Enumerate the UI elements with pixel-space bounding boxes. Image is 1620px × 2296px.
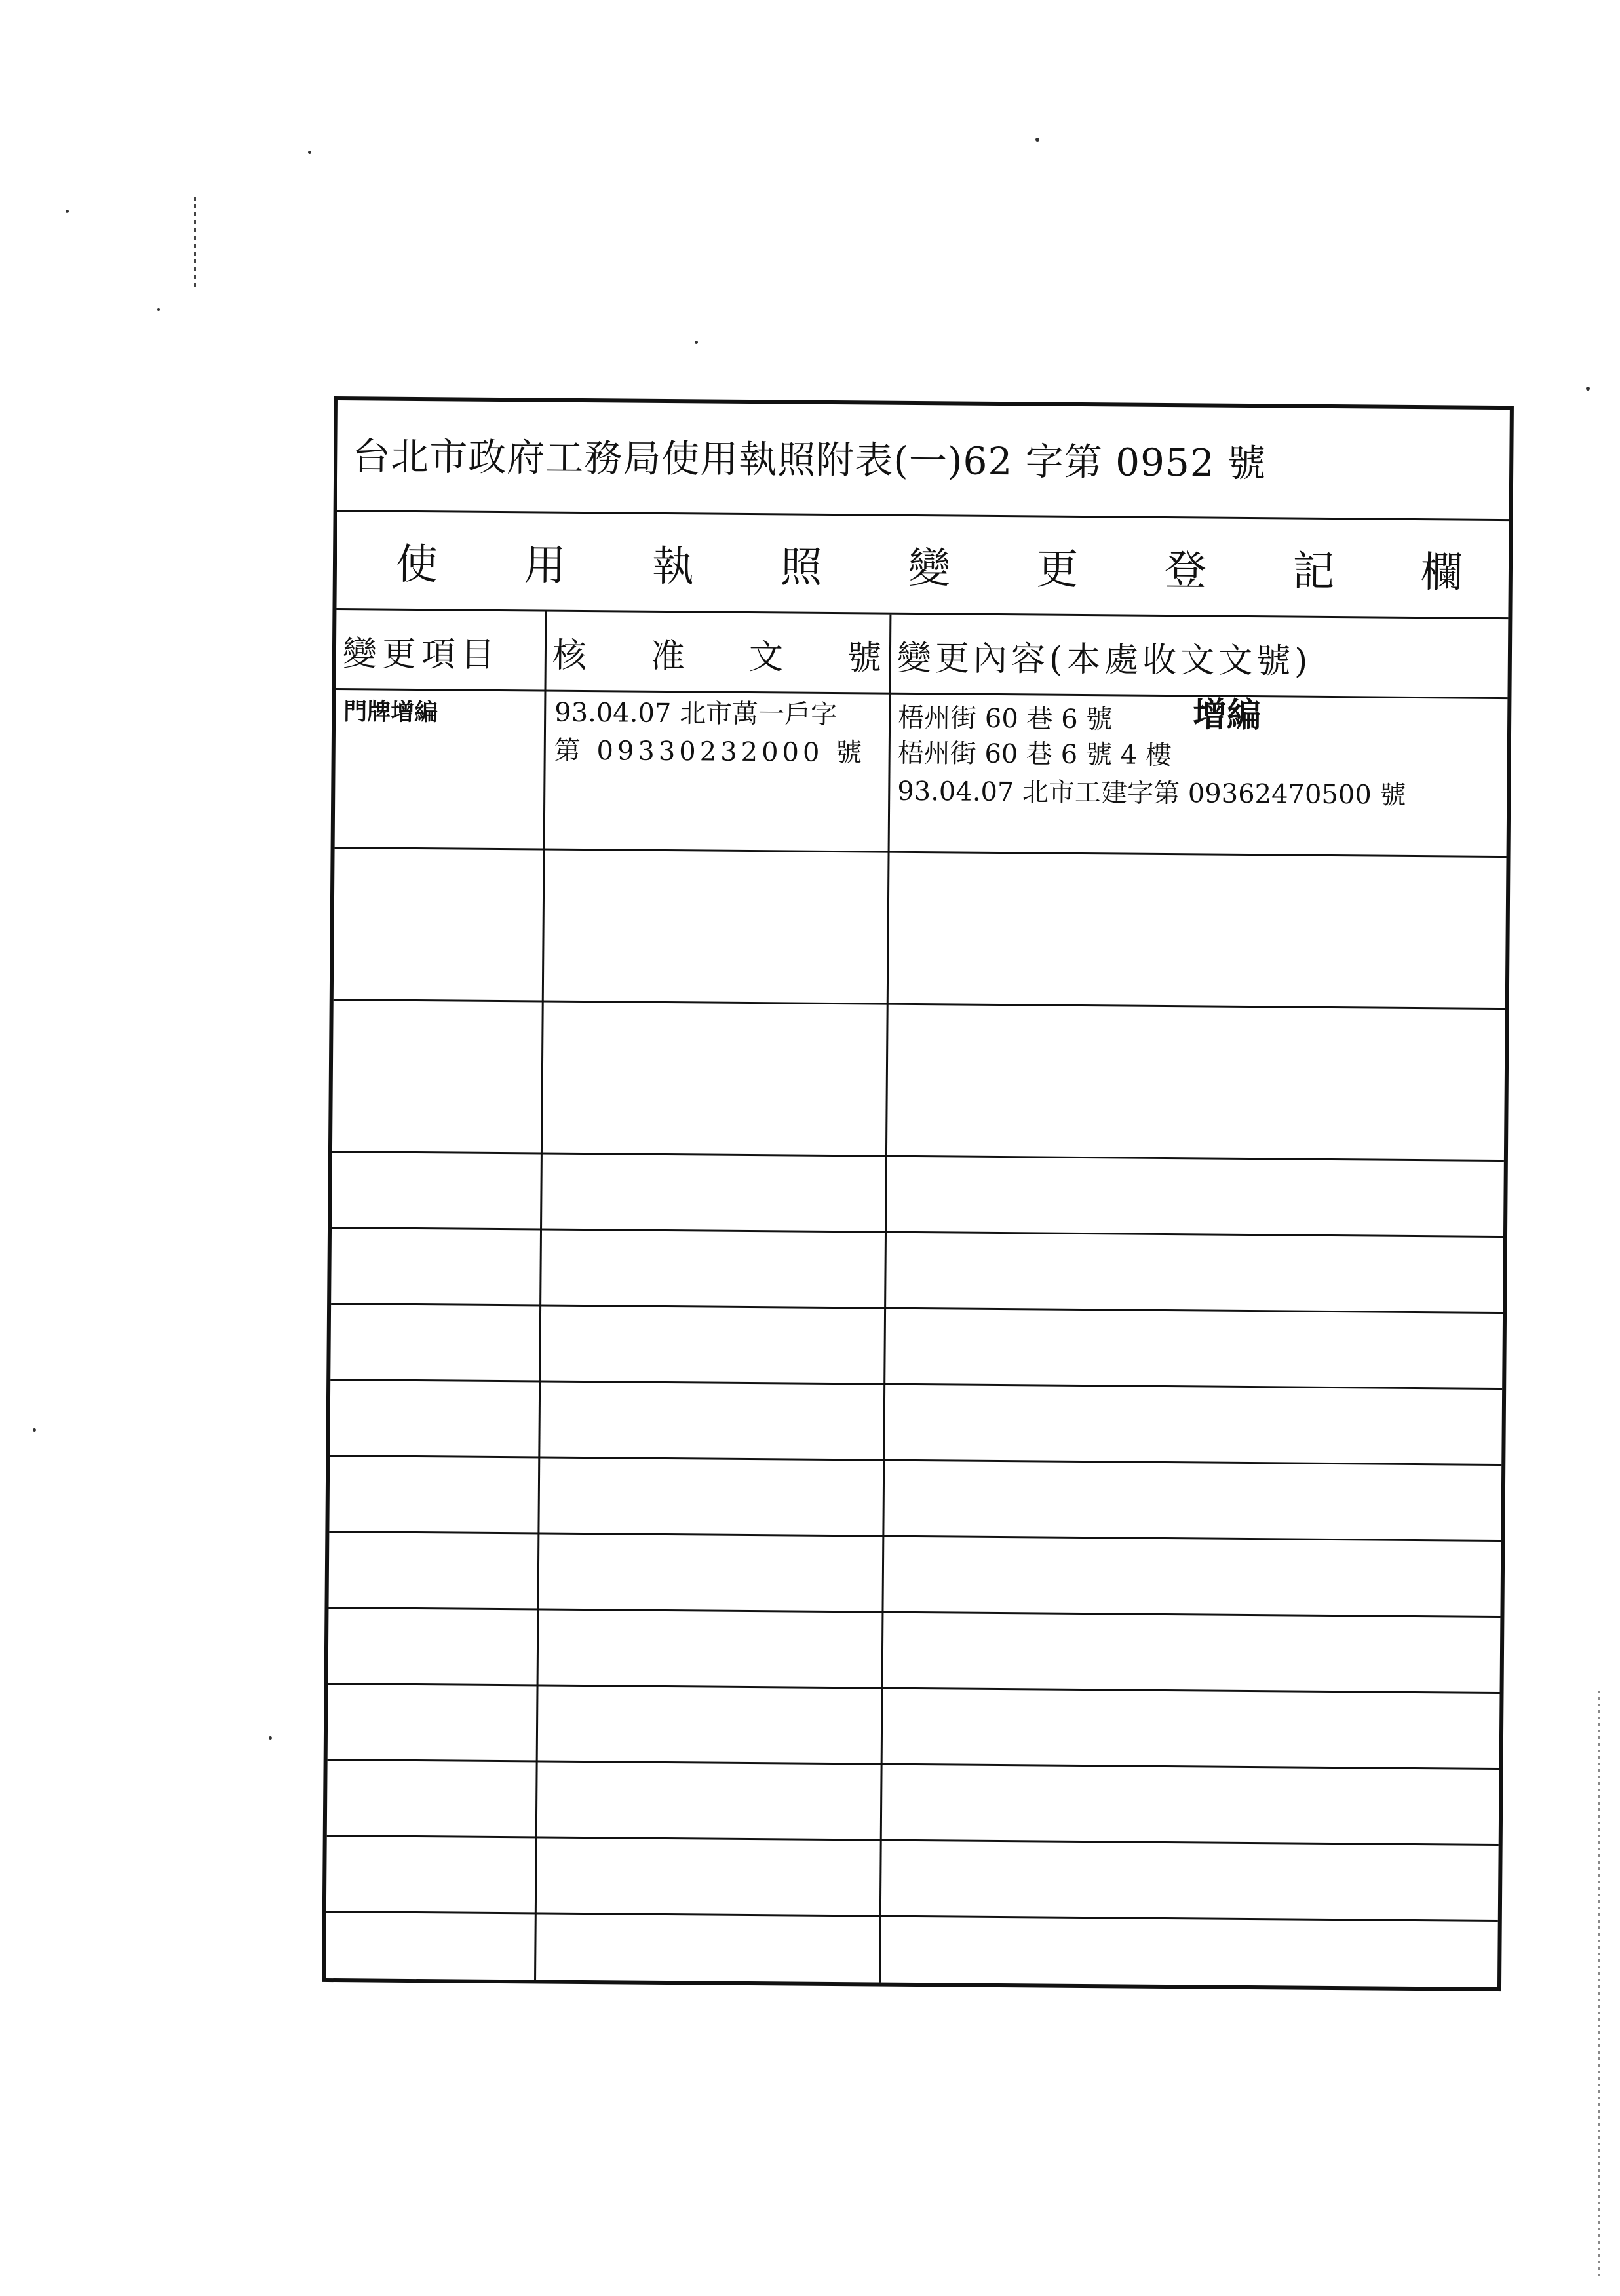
table-row-empty xyxy=(330,1305,1503,1390)
table-row-empty xyxy=(332,1001,1505,1162)
usage-permit-attachment-form xyxy=(322,396,1514,1991)
subtitle-char: 用 xyxy=(524,541,566,590)
table-row-empty xyxy=(331,1229,1503,1314)
content-line-1: 梧州街 60 巷 6 號 xyxy=(897,702,1113,735)
table-row-empty xyxy=(328,1609,1501,1694)
form-subtitle xyxy=(336,512,1509,619)
scan-edge-noise xyxy=(1598,1691,1600,2280)
header-approval-char: 號 xyxy=(847,638,882,678)
scan-speck xyxy=(1586,387,1590,391)
table-row-empty xyxy=(334,849,1507,1010)
header-approval-char: 文 xyxy=(748,637,784,677)
table-row-empty xyxy=(328,1685,1500,1770)
subtitle-char: 使 xyxy=(395,540,438,589)
table-header-row xyxy=(336,610,1508,699)
scan-speck xyxy=(66,210,69,213)
content-line-3: 93.04.07 北市工建字第 09362470500 號 xyxy=(897,776,1406,811)
change-item-value: 門牌增編 xyxy=(343,698,438,727)
scan-speck xyxy=(1035,138,1039,142)
form-title: 台北市政府工務局使用執照附表(一)62 字第 0952 號 xyxy=(338,400,1510,521)
table-row-empty xyxy=(330,1381,1502,1466)
subtitle-char: 登 xyxy=(1164,546,1207,595)
table-row-empty xyxy=(329,1457,1501,1542)
table-row-empty xyxy=(326,1913,1498,1987)
scan-speck xyxy=(269,1736,272,1740)
subtitle-char: 變 xyxy=(908,544,951,593)
scan-speck xyxy=(695,341,698,344)
header-approval-char: 准 xyxy=(650,636,685,676)
scan-margin-mark xyxy=(194,197,196,288)
table-row-empty xyxy=(326,1837,1499,1922)
approval-number-value xyxy=(554,695,866,773)
approval-line-1: 93.04.07 北市萬一戶字 xyxy=(554,697,838,731)
table-row-empty xyxy=(332,1153,1504,1238)
header-approval-number xyxy=(552,612,884,695)
scan-speck xyxy=(33,1428,36,1432)
header-change-item: 變更項目 xyxy=(342,634,501,675)
subtitle-char: 照 xyxy=(780,543,822,592)
header-change-content: 變更內容(本處收文文號) xyxy=(897,638,1312,681)
subtitle-char: 更 xyxy=(1036,545,1079,594)
change-content-value xyxy=(897,697,1407,815)
subtitle-char: 欄 xyxy=(1420,548,1463,598)
content-tag-added: 增編 xyxy=(1192,695,1262,736)
table-row-empty xyxy=(328,1533,1501,1618)
subtitle-char: 執 xyxy=(651,542,695,591)
table-row xyxy=(335,690,1508,858)
subtitle-char: 記 xyxy=(1292,546,1335,596)
content-line-2: 梧州街 60 巷 6 號 4 樓 xyxy=(897,738,1172,771)
scan-speck xyxy=(157,308,160,311)
approval-line-2: 第 09330232000 號 xyxy=(554,735,866,769)
table-row-empty xyxy=(327,1761,1499,1846)
header-approval-char: 核 xyxy=(552,636,587,676)
scan-speck xyxy=(308,151,311,154)
